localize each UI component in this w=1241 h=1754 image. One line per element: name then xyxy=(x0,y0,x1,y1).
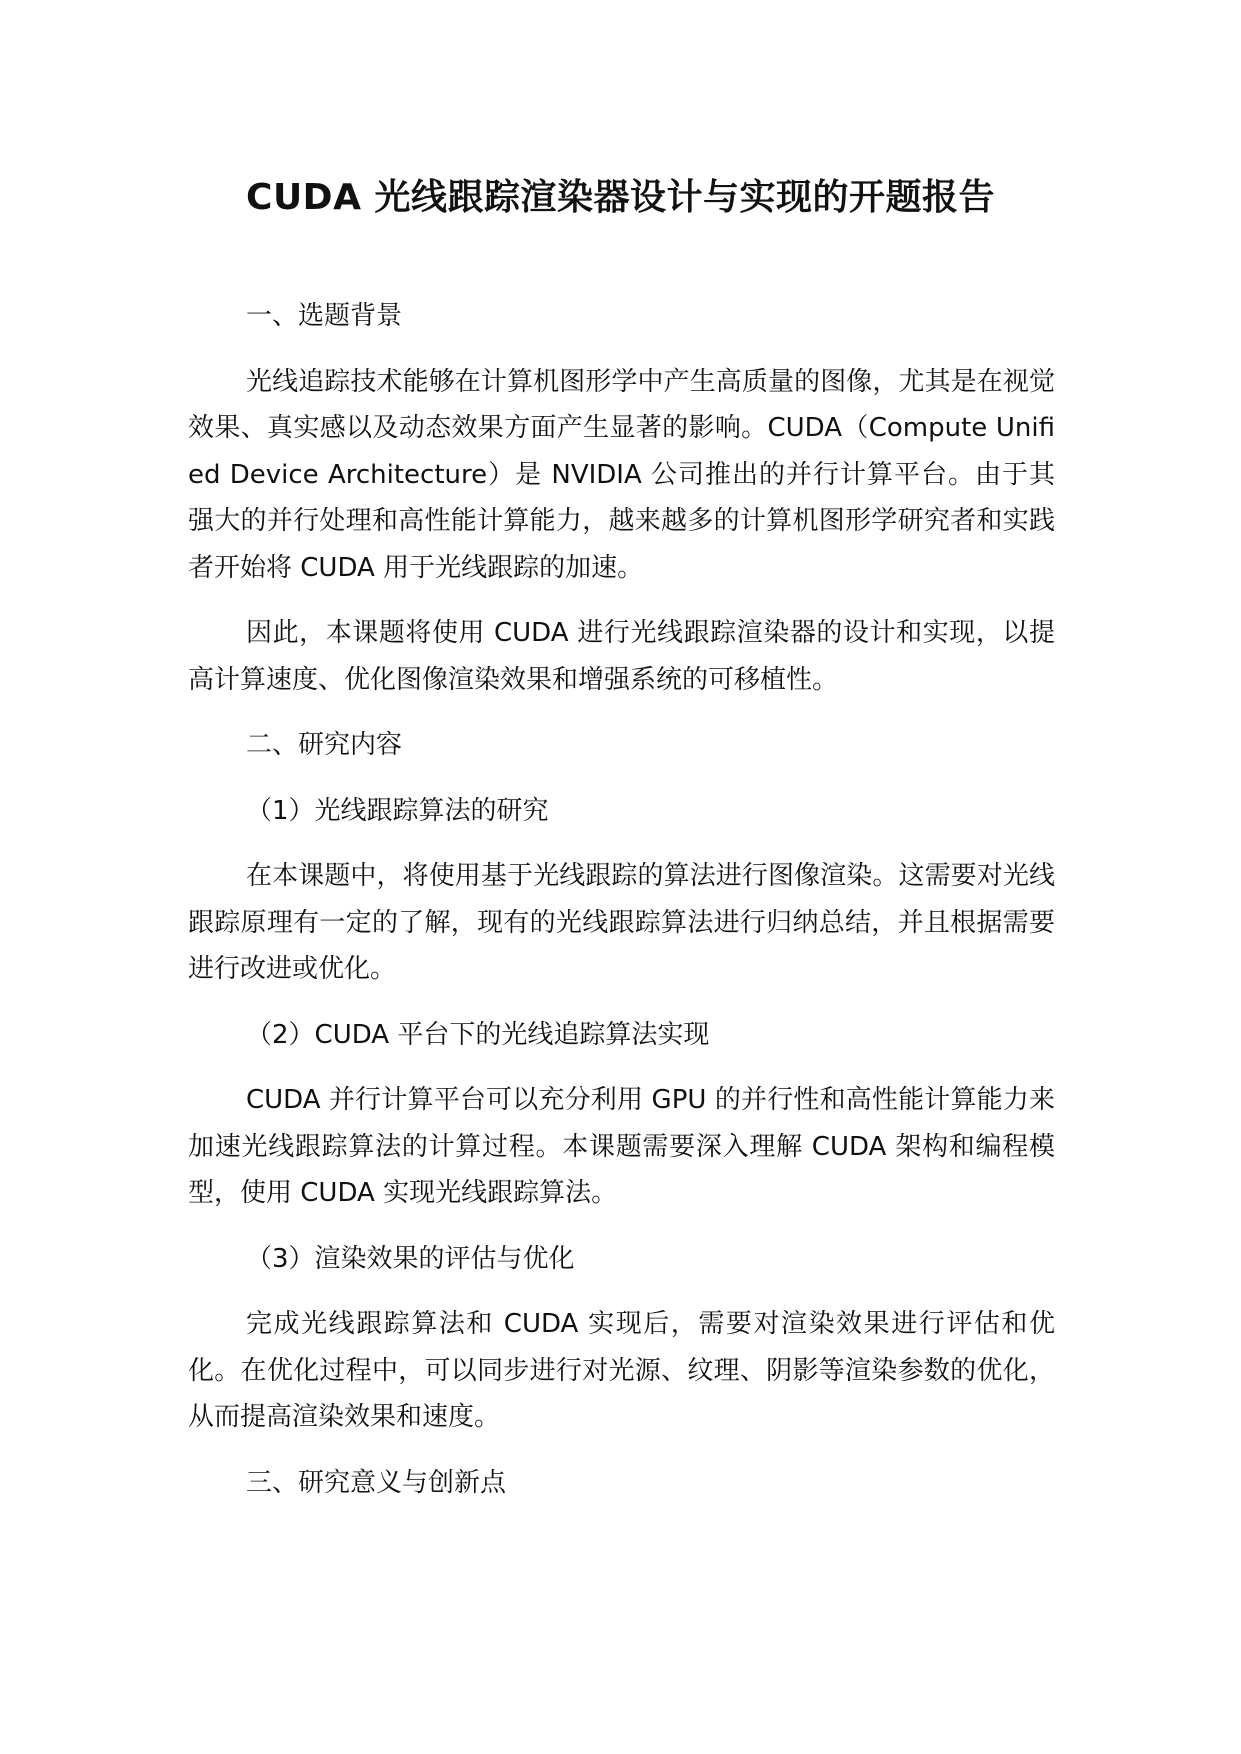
document-title: CUDA 光线跟踪渲染器设计与实现的开题报告 xyxy=(246,177,995,218)
subheading-rendering-evaluation: （3）渲染效果的评估与优化 xyxy=(246,1243,575,1274)
paragraph-background-1: 光线追踪技术能够在计算机图形学中产生高质量的图像，尤其是在视觉效果、真实感以及动态效果方面产生显著的影响。CUDA（Compute Unified Device Architecture）是 NVIDIA 公司推出的并行计算平台。由于其强大的并行处理和高性能计算能力，越来越多的计算机图形学研究者和实践者开始将 CUDA 用于光线跟踪的加速。 xyxy=(188,366,1055,583)
paragraph-background-2: 因此，本课题将使用 CUDA 进行光线跟踪渲染器的设计和实现，以提高计算速度、优化图像渲染效果和增强系统的可移植性。 xyxy=(188,618,1055,695)
section-heading-significance: 三、研究意义与创新点 xyxy=(246,1467,507,1498)
paragraph-rendering-evaluation: 完成光线跟踪算法和 CUDA 实现后，需要对渲染效果进行评估和优化。在优化过程中，可以同步进行对光源、纹理、阴影等渲染参数的优化，从而提高渲染效果和速度。 xyxy=(188,1309,1055,1432)
subheading-ray-tracing-algorithm: （1）光线跟踪算法的研究 xyxy=(246,795,549,826)
section-heading-background: 一、选题背景 xyxy=(246,301,403,331)
paragraph-ray-tracing-algorithm: 在本课题中，将使用基于光线跟踪的算法进行图像渲染。这需要对光线跟踪原理有一定的了解，现有的光线跟踪算法进行归纳总结，并且根据需要进行改进或优化。 xyxy=(188,861,1055,984)
document-body xyxy=(188,293,1055,1525)
paragraph-cuda-implementation: CUDA 并行计算平台可以充分利用 GPU 的并行性和高性能计算能力来加速光线跟踪算法的计算过程。本课题需要深入理解 CUDA 架构和编程模型，使用 CUDA 实现光线跟踪算法。 xyxy=(188,1085,1055,1208)
subheading-cuda-implementation: （2）CUDA 平台下的光线追踪算法实现 xyxy=(246,1019,710,1050)
section-heading-research-content: 二、研究内容 xyxy=(246,730,403,760)
